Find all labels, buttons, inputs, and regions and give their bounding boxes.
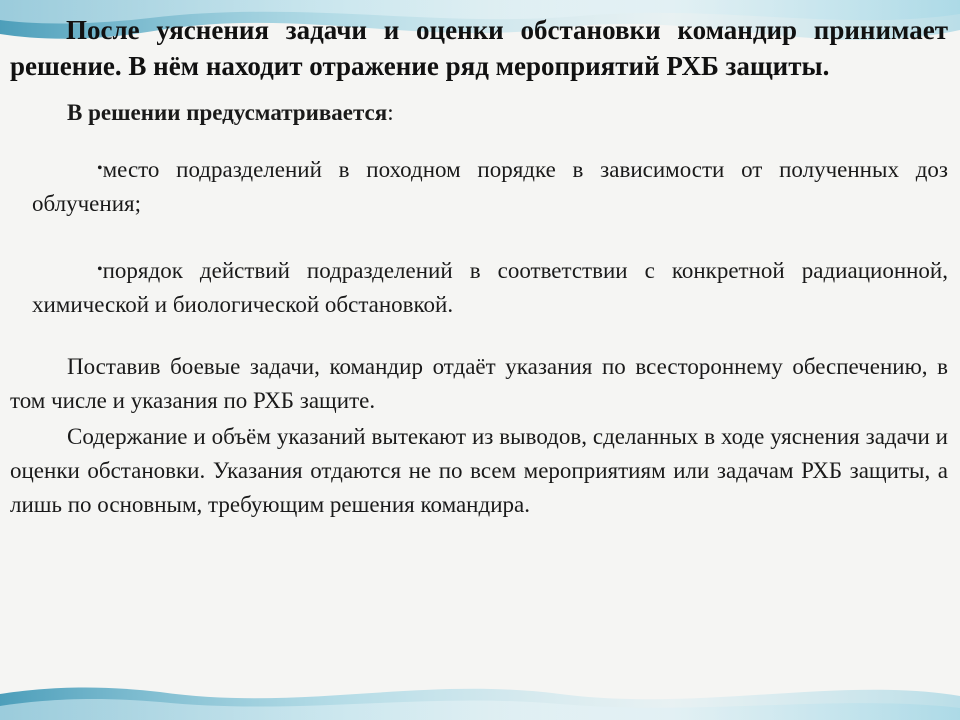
section-heading-text: В решении предусматривается <box>67 100 388 125</box>
body-paragraph: Содержание и объём указаний вытекают из выводов, сделанных в ходе уяснения задачи и оценки обстановки. Указания отдаются не по всем мероприятиям или задачам РХБ защиты, а лишь по основным, требующим решения командира. <box>10 424 948 517</box>
bullet-marker: • <box>97 160 103 177</box>
bullet-marker: • <box>97 261 103 278</box>
bullet-item <box>10 152 948 221</box>
section-heading-colon: : <box>387 100 394 125</box>
bullet-text: порядок действий подразделений в соответствии с конкретной радиационной, химической и биологической обстановкой. <box>32 258 948 317</box>
body-paragraph: Поставив боевые задачи, командир отдаёт указания по всестороннему обеспечению, в том числе и указания по РХБ защите. <box>10 354 948 413</box>
bullet-text: место подразделений в походном порядке в зависимости от полученных доз облучения; <box>32 157 948 216</box>
slide-content <box>10 12 948 712</box>
bullet-item <box>10 253 948 322</box>
section-heading <box>67 98 948 128</box>
slide-title: После уяснения задачи и оценки обстановки командир принимает решение. В нём находит отражение ряд мероприятий РХБ защиты. <box>10 15 948 81</box>
